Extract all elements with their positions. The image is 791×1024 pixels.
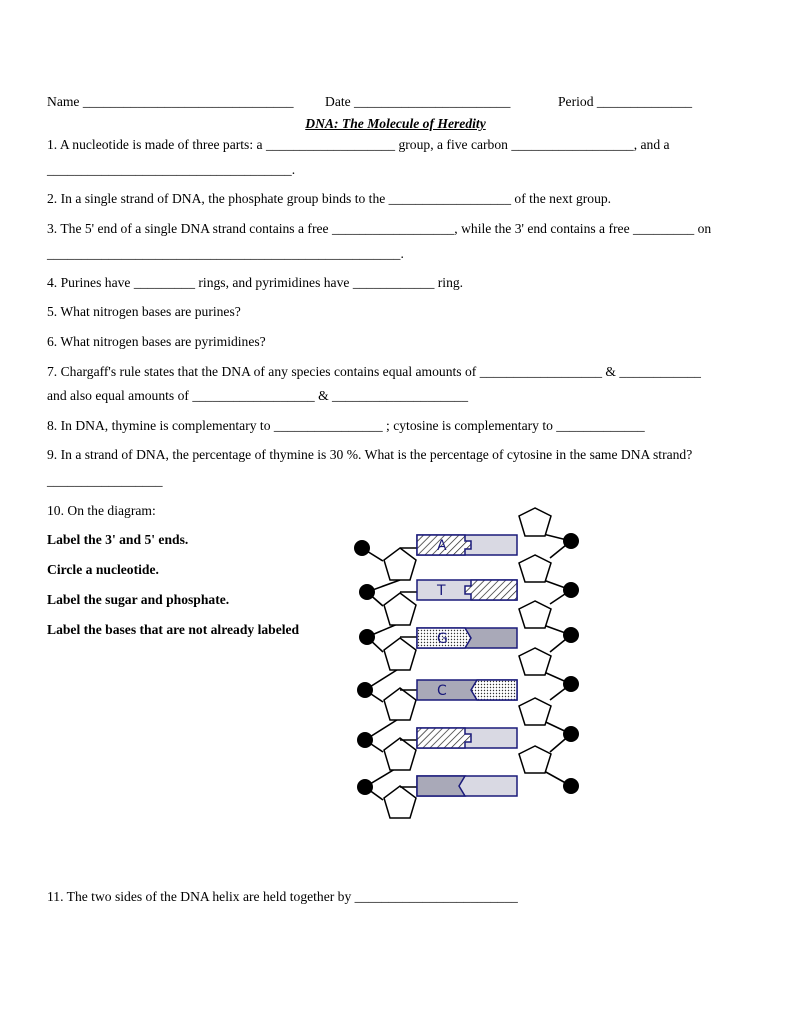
left-sugars bbox=[384, 548, 416, 818]
sugar-pentagon bbox=[519, 508, 551, 536]
sugar-pentagon bbox=[519, 648, 551, 675]
base-label-a: A bbox=[437, 538, 447, 554]
phosphate-circle bbox=[563, 778, 579, 794]
sugar-pentagon bbox=[519, 746, 551, 773]
phosphate-circle bbox=[563, 582, 579, 598]
question-10: 10. On the diagram: bbox=[47, 503, 156, 518]
phosphate-circle bbox=[354, 540, 370, 556]
dna-ladder-diagram bbox=[345, 500, 590, 835]
name-line: Name _______________________________ bbox=[47, 94, 294, 109]
question-11: 11. The two sides of the DNA helix are held together by ________________________ bbox=[47, 889, 518, 904]
question-8: 8. In DNA, thymine is complementary to ________________ ; cytosine is complementary to _____________ bbox=[47, 418, 645, 433]
instruction-label-sugar-phosphate: Label the sugar and phosphate. bbox=[47, 592, 230, 607]
sugar-pentagon bbox=[384, 738, 416, 770]
phosphate-circle bbox=[563, 627, 579, 643]
question-4: 4. Purines have _________ rings, and pyrimidines have ____________ ring. bbox=[47, 275, 464, 290]
sugar-pentagon bbox=[384, 548, 416, 580]
sugar-pentagon bbox=[519, 555, 551, 582]
right-sugars bbox=[519, 508, 551, 773]
phosphate-circle bbox=[357, 732, 373, 748]
question-1: 1. A nucleotide is made of three parts: a ___________________ group, a five carbon __________________, and a bbox=[47, 137, 670, 152]
date-line: Date _______________________ bbox=[325, 94, 511, 109]
instruction-label-bases: Label the bases that are not already labeled bbox=[47, 622, 300, 637]
phosphate-circle bbox=[359, 584, 375, 600]
sugar-pentagon bbox=[519, 601, 551, 628]
sugar-pentagon bbox=[519, 698, 551, 725]
sugar-pentagon bbox=[384, 786, 416, 818]
question-7-cont: and also equal amounts of __________________ & ____________________ bbox=[47, 388, 468, 403]
question-3: 3. The 5' end of a single DNA strand contains a free __________________, while the 3' end contains a free _________ on bbox=[47, 221, 712, 236]
question-2: 2. In a single strand of DNA, the phosphate group binds to the __________________ of the next group. bbox=[47, 191, 612, 206]
phosphate-circle bbox=[357, 682, 373, 698]
phosphate-circle bbox=[359, 629, 375, 645]
base-label-g: G bbox=[437, 631, 448, 647]
question-9-answer: _________________ bbox=[47, 473, 163, 488]
question-3-cont: ____________________________________________________. bbox=[47, 246, 404, 261]
sugar-pentagon bbox=[384, 638, 416, 670]
base-label-c: C bbox=[437, 683, 447, 699]
instruction-circle-nucleotide: Circle a nucleotide. bbox=[47, 562, 159, 577]
phosphate-circle bbox=[563, 726, 579, 742]
phosphate-circle bbox=[563, 676, 579, 692]
period-line: Period ______________ bbox=[558, 94, 693, 109]
question-9: 9. In a strand of DNA, the percentage of thymine is 30 %. What is the percentage of cytosine in the same DNA strand? bbox=[47, 447, 693, 462]
sugar-pentagon bbox=[384, 593, 416, 625]
question-1-cont: ____________________________________. bbox=[47, 162, 296, 177]
base-pairs bbox=[400, 535, 517, 796]
phosphate-circle bbox=[563, 533, 579, 549]
sugar-pentagon bbox=[384, 688, 416, 720]
base-label-t: T bbox=[437, 583, 446, 599]
question-5: 5. What nitrogen bases are purines? bbox=[47, 304, 241, 319]
question-7: 7. Chargaff's rule states that the DNA of any species contains equal amounts of __________________ & ____________ bbox=[47, 364, 701, 379]
phosphate-circle bbox=[357, 779, 373, 795]
page-title: DNA: The Molecule of Heredity bbox=[305, 116, 486, 131]
question-6: 6. What nitrogen bases are pyrimidines? bbox=[47, 334, 266, 349]
instruction-label-ends: Label the 3' and 5' ends. bbox=[47, 532, 189, 547]
